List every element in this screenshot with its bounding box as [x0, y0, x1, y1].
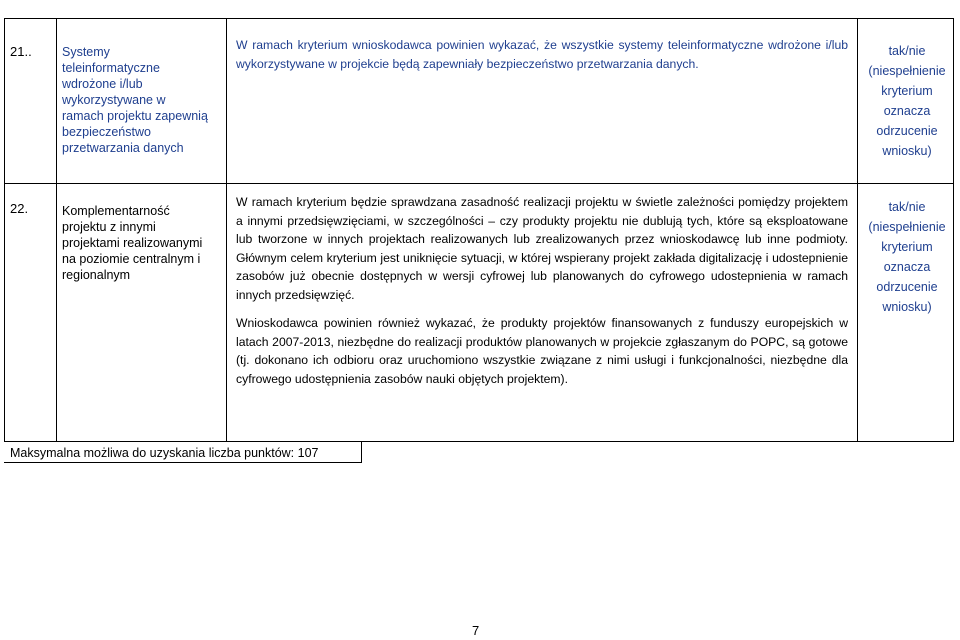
row-divider — [4, 183, 954, 184]
evaluation-line: (niespełnienie — [868, 220, 946, 234]
evaluation-line: wniosku) — [882, 300, 932, 314]
evaluation-line: oznacza — [883, 104, 931, 118]
criterion-line: przetwarzania danych — [62, 141, 184, 155]
criterion-name — [62, 44, 222, 156]
column-divider — [226, 18, 227, 442]
evaluation-line: (niespełnienie — [868, 64, 946, 78]
evaluation-line: tak/nie — [888, 44, 926, 58]
evaluation-method — [860, 41, 954, 161]
page-number: 7 — [472, 623, 480, 638]
criterion-line: na poziomie centralnym i — [62, 252, 201, 266]
evaluation-line: kryterium — [881, 240, 933, 254]
max-points-box — [4, 442, 362, 463]
criterion-name — [62, 203, 224, 283]
evaluation-line: kryterium — [881, 84, 933, 98]
column-divider — [56, 18, 57, 442]
criterion-line: ramach projektu zapewnią — [62, 109, 208, 123]
description-paragraph: W ramach kryterium wnioskodawca powinien wykazać, że wszystkie systemy teleinformatyczne wdrożone i/lub wykorzystywane w projekcie będą zapewniały bezpieczeństwo przetwarzania danych. — [236, 38, 848, 71]
criterion-line: bezpieczeństwo — [62, 125, 151, 139]
description-paragraph: W ramach kryterium będzie sprawdzana zasadność realizacji projektu w świetle zależności pomiędzy projektem a innymi przedsięwzięciami, w szczególności – czy produkty projektu nie dublują tych, które są eksploatowane lub tworzone w innych projektach realizowanych lub zrealizowanych przez wnioskodawcę lub inne podmioty. Głównym celem kryterium jest uniknięcie sytuacji, w której wspierany projekt zakłada digitalizację i udostepnienie zasobów już obecnie dostępnych w wersji cyfrowej lub planowanych do cyfrowego udostepnienia w ramach innych przedsięwzięć. — [236, 195, 848, 302]
description-paragraph: Wnioskodawca powinien również wykazać, że produkty projektów finansowanych z funduszy europejskich w latach 2007-2013, niezbędne do realizacji produktów planowanych w projekcie zgłaszanym do POPC, są gotowe (tj. dokonano ich odbioru oraz uruchomiono wszystkie związane z nimi usługi i funkcjonalności, niezbędne dla cyfrowego udostępnienia zasobów nauki objętych projektem). — [236, 316, 848, 386]
evaluation-line: odrzucenie — [876, 280, 938, 294]
criterion-description — [236, 193, 848, 388]
evaluation-line: oznacza — [883, 260, 931, 274]
criterion-description — [236, 36, 848, 73]
row-number: 21.. — [10, 44, 32, 59]
criterion-line: projektu z innymi — [62, 220, 156, 234]
criterion-line: teleinformatyczne — [62, 61, 160, 75]
criterion-line: regionalnym — [62, 268, 131, 282]
criterion-line: Systemy — [62, 45, 110, 59]
evaluation-line: odrzucenie — [876, 124, 938, 138]
row-number: 22. — [10, 201, 29, 216]
column-divider — [857, 18, 858, 442]
criterion-line: projektami realizowanymi — [62, 236, 203, 250]
criterion-line: wdrożone i/lub — [62, 77, 143, 91]
evaluation-method — [860, 197, 954, 317]
criterion-line: Komplementarność — [62, 204, 170, 218]
max-points-label: Maksymalna możliwa do uzyskania liczba punktów: 107 — [10, 446, 319, 460]
evaluation-line: wniosku) — [882, 144, 932, 158]
criterion-line: wykorzystywane w — [62, 93, 166, 107]
evaluation-line: tak/nie — [888, 200, 926, 214]
